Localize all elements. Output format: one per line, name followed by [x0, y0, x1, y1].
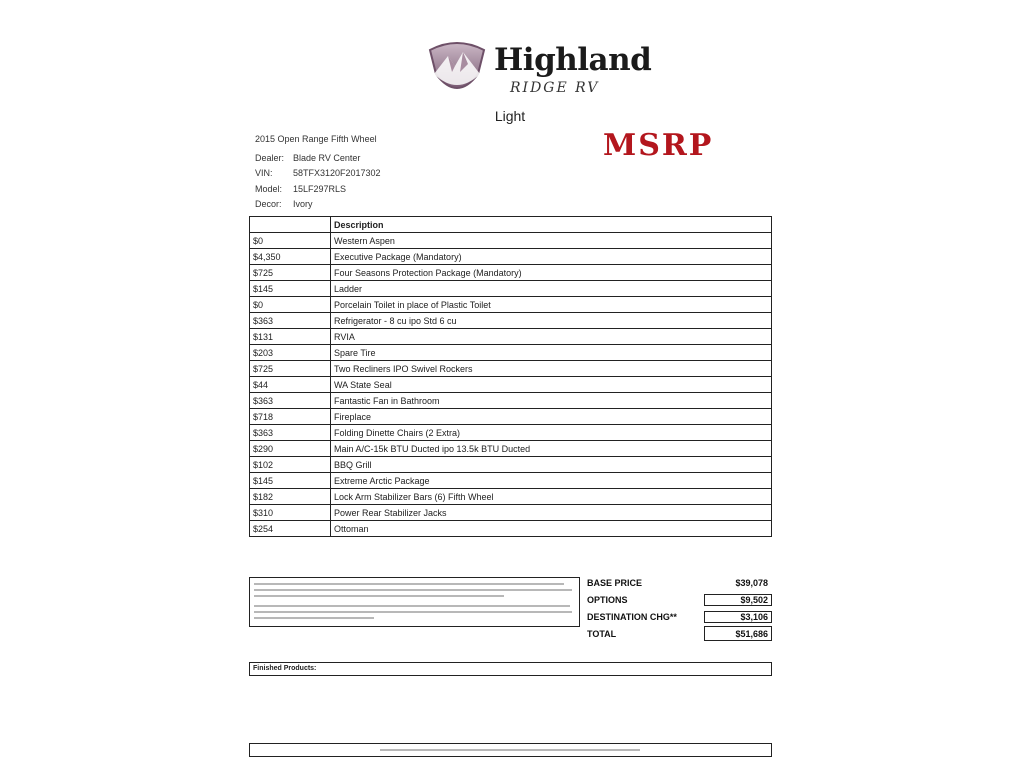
option-description: Power Rear Stabilizer Jacks: [331, 505, 772, 521]
table-row: [250, 473, 772, 489]
option-price: $725: [250, 361, 331, 377]
vehicle-title: 2015 Open Range Fifth Wheel: [255, 134, 377, 144]
table-row: [250, 425, 772, 441]
option-price: $290: [250, 441, 331, 457]
destination-label: DESTINATION CHG**: [587, 611, 677, 622]
option-description: Fantastic Fan in Bathroom: [331, 393, 772, 409]
option-price: $0: [250, 233, 331, 249]
option-description: WA State Seal: [331, 377, 772, 393]
option-price: $363: [250, 393, 331, 409]
illegible-text-line: [254, 605, 570, 607]
info-label: Model:: [255, 183, 283, 194]
vin-value: 58TFX3120F2017302: [293, 168, 381, 179]
option-description: Four Seasons Protection Package (Mandatory): [331, 265, 772, 281]
table-row: [250, 377, 772, 393]
table-row: [250, 297, 772, 313]
option-description: Ottoman: [331, 521, 772, 537]
info-label: Decor:: [255, 199, 282, 210]
options-body: [250, 233, 772, 537]
illegible-text-line: [380, 749, 640, 751]
table-row: [250, 521, 772, 537]
option-description: Fireplace: [331, 409, 772, 425]
decor-row: [255, 197, 381, 213]
product-line: Light: [494, 108, 526, 124]
base-price-value: $39,078: [735, 577, 768, 588]
illegible-text-line: [254, 583, 564, 585]
destination-value: $3,106: [704, 611, 772, 623]
illegible-text-line: [254, 617, 374, 619]
option-price: $310: [250, 505, 331, 521]
table-row: [250, 457, 772, 473]
table-row: [250, 393, 772, 409]
option-price: $363: [250, 425, 331, 441]
vehicle-info: [255, 134, 381, 212]
option-description: Porcelain Toilet in place of Plastic Toilet: [331, 297, 772, 313]
grand-total-value: $51,686: [704, 626, 772, 641]
table-row: [250, 329, 772, 345]
option-price: $44: [250, 377, 331, 393]
illegible-text-line: [254, 595, 504, 597]
option-price: $203: [250, 345, 331, 361]
info-label: Dealer:: [255, 152, 285, 163]
table-row: [250, 489, 772, 505]
info-label: VIN:: [255, 168, 273, 179]
option-description: Refrigerator - 8 cu ipo Std 6 cu: [331, 313, 772, 329]
table-header-row: [250, 217, 772, 233]
option-price: $182: [250, 489, 331, 505]
option-description: Spare Tire: [331, 345, 772, 361]
option-price: $131: [250, 329, 331, 345]
destination-row: [587, 608, 772, 625]
brand-name: Highland: [494, 42, 652, 78]
option-description: Main A/C-15k BTU Ducted ipo 13.5k BTU Ducted: [331, 441, 772, 457]
vin-row: [255, 166, 381, 182]
grand-total-row: [587, 625, 772, 642]
illegible-text-line: [254, 589, 572, 591]
table-row: [250, 505, 772, 521]
option-description: RVIA: [331, 329, 772, 345]
option-description: Western Aspen: [331, 233, 772, 249]
option-price: $0: [250, 297, 331, 313]
option-description: Lock Arm Stabilizer Bars (6) Fifth Wheel: [331, 489, 772, 505]
model-value: 15LF297RLS: [293, 183, 347, 194]
footer-box: [249, 743, 772, 757]
options-table: [249, 216, 772, 537]
option-price: $145: [250, 473, 331, 489]
package-notes-box: [249, 577, 580, 627]
table-row: [250, 313, 772, 329]
finished-products-label: Finished Products:: [253, 665, 317, 672]
option-description: Folding Dinette Chairs (2 Extra): [331, 425, 772, 441]
base-price-row: [587, 574, 772, 591]
option-description: Extreme Arctic Package: [331, 473, 772, 489]
option-price: $254: [250, 521, 331, 537]
option-description: Ladder: [331, 281, 772, 297]
options-total-label: OPTIONS: [587, 594, 628, 605]
option-price: $725: [250, 265, 331, 281]
brand-logo: [422, 38, 652, 102]
price-totals: [587, 574, 772, 642]
msrp-heading: MSRP: [603, 128, 714, 163]
model-row: [255, 181, 381, 197]
option-price: $718: [250, 409, 331, 425]
options-total-value: $9,502: [704, 594, 772, 606]
option-price: $102: [250, 457, 331, 473]
decor-value: Ivory: [293, 199, 313, 210]
price-column-header: [250, 217, 331, 233]
dealer-row: [255, 150, 381, 166]
table-row: [250, 361, 772, 377]
finished-products-box: [249, 662, 772, 676]
brand-subtitle: RIDGE RV: [510, 80, 600, 96]
table-row: [250, 281, 772, 297]
dealer-value: Blade RV Center: [293, 152, 361, 163]
grand-total-label: TOTAL: [587, 628, 617, 639]
table-row: [250, 265, 772, 281]
base-price-label: BASE PRICE: [587, 577, 643, 588]
description-column-header: Description: [331, 217, 772, 233]
option-price: $363: [250, 313, 331, 329]
option-description: BBQ Grill: [331, 457, 772, 473]
table-row: [250, 249, 772, 265]
table-row: [250, 345, 772, 361]
option-description: Two Recliners IPO Swivel Rockers: [331, 361, 772, 377]
illegible-text-line: [254, 611, 572, 613]
option-description: Executive Package (Mandatory): [331, 249, 772, 265]
mountain-gem-logo-icon: [422, 38, 492, 100]
table-row: [250, 441, 772, 457]
options-total-row: [587, 591, 772, 608]
table-row: [250, 233, 772, 249]
option-price: $4,350: [250, 249, 331, 265]
option-price: $145: [250, 281, 331, 297]
table-row: [250, 409, 772, 425]
